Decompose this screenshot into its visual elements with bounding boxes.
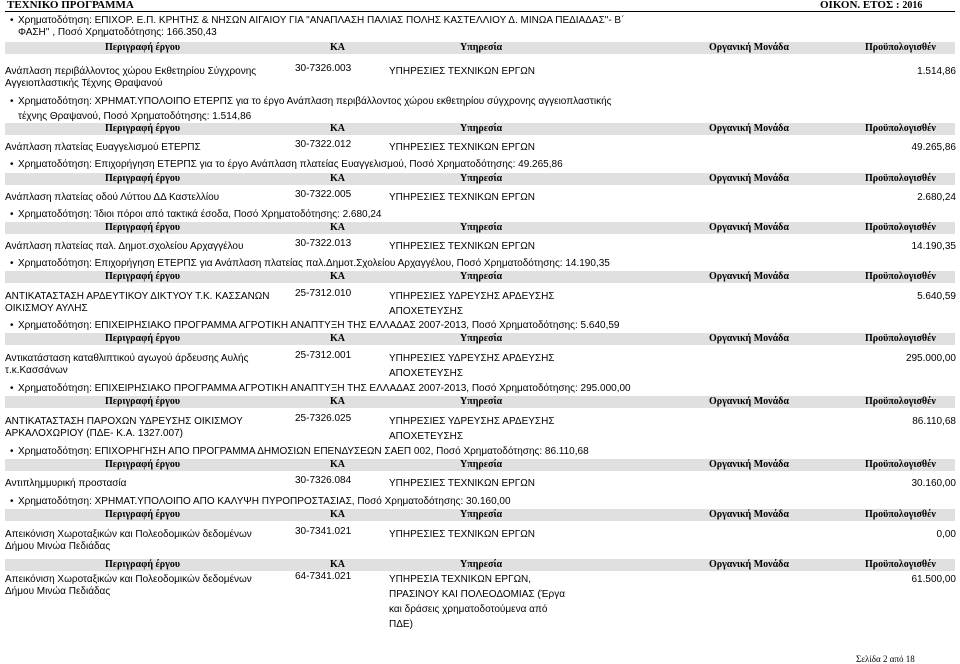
column-unit: Οργανική Μονάδα — [709, 173, 789, 184]
column-budget: Προϋπολογισθέν — [865, 271, 936, 282]
project-funding: • Χρηματοδότηση: Επιχορήγηση ΕΤΕΡΠΣ για το έργο Ανάπλαση πλατείας Ευαγγελισμού, Ποσό Χρηματοδότησης: 49.265,86 — [18, 159, 563, 171]
project-description: τ.κ.Κασσάνων — [5, 365, 68, 376]
header-rule — [5, 11, 955, 12]
column-desc: Περιγραφή έργου — [105, 459, 181, 470]
column-unit: Οργανική Μονάδα — [709, 42, 789, 53]
column-header-row — [5, 459, 955, 471]
intro-funding-line-2: ΦΑΣΗ'' , Ποσό Χρηματοδότησης: 166.350,43 — [18, 27, 217, 38]
column-desc: Περιγραφή έργου — [105, 333, 181, 344]
project-description: Απεικόνιση Χωροταξικών και Πολεοδομικών δεδομένων — [5, 529, 252, 540]
document-header — [0, 0, 960, 12]
column-ka: ΚΑ — [330, 222, 345, 233]
column-header-row — [5, 396, 955, 408]
column-ka: ΚΑ — [330, 333, 345, 344]
column-budget: Προϋπολογισθέν — [865, 396, 936, 407]
column-budget: Προϋπολογισθέν — [865, 123, 936, 134]
column-unit: Οργανική Μονάδα — [709, 509, 789, 520]
project-description: Δήμου Μινώα Πεδιάδας — [5, 541, 111, 552]
project-description: ΑΝΤΙΚΑΤΑΣΤΑΣΗ ΠΑΡΟΧΩΝ ΥΔΡΕΥΣΗΣ ΟΙΚΙΣΜΟΥ — [5, 416, 243, 427]
project-service: ΥΠΗΡΕΣΙΕΣ ΤΕΧΝΙΚΩΝ ΕΡΓΩΝ — [389, 241, 536, 252]
project-amount: 5.640,59 — [917, 291, 956, 302]
column-ka: ΚΑ — [330, 396, 345, 407]
project-service: ΠΡΑΣΙΝΟΥ ΚΑΙ ΠΟΛΕΟΔΟΜΙΑΣ (Έργα — [389, 589, 565, 600]
project-funding: • Χρηματοδότηση: ΕΠΙΧΕΙΡΗΣΙΑΚΟ ΠΡΟΓΡΑΜΜΑ ΑΓΡΟΤΙΚΗ ΑΝΑΠΤΥΞΗ ΤΗΣ ΕΛΛΑΔΑΣ 2007-2013, Ποσό Χρηματοδότησης: 5.640,59 — [18, 320, 619, 332]
project-amount: 295.000,00 — [905, 353, 956, 364]
column-desc: Περιγραφή έργου — [105, 509, 181, 520]
project-description: Ανάπλαση πλατείας Ευαγγελισμού ΕΤΕΡΠΣ — [5, 142, 201, 153]
project-service: ΥΠΗΡΕΣΙΕΣ ΤΕΧΝΙΚΩΝ ΕΡΓΩΝ — [389, 478, 536, 489]
column-header-row — [5, 271, 955, 283]
column-budget: Προϋπολογισθέν — [865, 173, 936, 184]
project-funding: • Χρηματοδότηση: Ίδιοι πόροι από τακτικά έσοδα, Ποσό Χρηματοδότησης: 2.680,24 — [18, 209, 382, 221]
project-description: Αντικατάσταση καταθλιπτικού αγωγού άρδευσης Αυλής — [5, 353, 249, 364]
project-service: ΥΠΗΡΕΣΙΕΣ ΤΕΧΝΙΚΩΝ ΕΡΓΩΝ — [389, 66, 536, 77]
column-header-row — [5, 222, 955, 234]
column-budget: Προϋπολογισθέν — [865, 222, 936, 233]
project-service: και δράσεις χρηματοδοτούμενα από — [389, 604, 548, 615]
column-unit: Οργανική Μονάδα — [709, 559, 789, 570]
column-header-row — [5, 173, 955, 185]
project-service: ΥΠΗΡΕΣΙΑ ΤΕΧΝΙΚΩΝ ΕΡΓΩΝ, — [389, 574, 532, 585]
column-header-row — [5, 559, 955, 571]
column-unit: Οργανική Μονάδα — [709, 271, 789, 282]
project-amount: 2.680,24 — [917, 192, 956, 203]
project-funding: • Χρηματοδότηση: Επιχορήγηση ΕΤΕΡΠΣ για Ανάπλαση πλατείας παλ.Δημοτ.Σχολείου Αρχαγγέλου, Ποσό Χρηματοδότησης: 14.190,35 — [18, 258, 610, 270]
column-service: Υπηρεσία — [460, 509, 503, 520]
project-funding: • Χρηματοδότηση: ΧΡΗΜΑΤ.ΥΠΟΛΟΙΠΟ ΕΤΕΡΠΣ για το έργο Ανάπλαση περιβάλλοντος χώρου εκθετηρίου σύγχρονης αγγειοπλαστικής — [18, 96, 611, 108]
page-number: Σελίδα 2 από 18 — [856, 654, 915, 664]
fiscal-year: ΟΙΚΟΝ. ΕΤΟΣ : 2016 — [820, 0, 923, 11]
project-funding: • Χρηματοδότηση: ΕΠΙΧΕΙΡΗΣΙΑΚΟ ΠΡΟΓΡΑΜΜΑ ΑΓΡΟΤΙΚΗ ΑΝΑΠΤΥΞΗ ΤΗΣ ΕΛΛΑΔΑΣ 2007-2013, Ποσό Χρηματοδότησης: 295.000,00 — [18, 383, 631, 395]
project-service: ΥΠΗΡΕΣΙΕΣ ΤΕΧΝΙΚΩΝ ΕΡΓΩΝ — [389, 192, 536, 203]
document-title: ΤΕΧΝΙΚΟ ΠΡΟΓΡΑΜΜΑ — [7, 0, 134, 11]
column-budget: Προϋπολογισθέν — [865, 459, 936, 470]
project-service: ΑΠΟΧΕΤΕΥΣΗΣ — [389, 368, 464, 379]
column-header-row — [5, 42, 955, 54]
project-description: Ανάπλαση περιβάλλοντος χώρου Εκθετηρίου Σύγχρονης — [5, 66, 257, 77]
project-description: Αγγειοπλαστικής Τέχνης Θραψανού — [5, 78, 163, 89]
column-ka: ΚΑ — [330, 459, 345, 470]
project-ka: 25-7326.025 — [295, 413, 352, 424]
project-ka: 64-7341.021 — [295, 571, 352, 582]
project-service: ΥΠΗΡΕΣΙΕΣ ΥΔΡΕΥΣΗΣ ΑΡΔΕΥΣΗΣ — [389, 353, 555, 364]
project-amount: 1.514,86 — [917, 66, 956, 77]
project-description: ΟΙΚΙΣΜΟΥ ΑΥΛΗΣ — [5, 303, 88, 314]
column-service: Υπηρεσία — [460, 459, 503, 470]
project-ka: 30-7341.021 — [295, 526, 352, 537]
column-service: Υπηρεσία — [460, 333, 503, 344]
column-desc: Περιγραφή έργου — [105, 559, 181, 570]
column-budget: Προϋπολογισθέν — [865, 42, 936, 53]
column-service: Υπηρεσία — [460, 559, 503, 570]
column-ka: ΚΑ — [330, 559, 345, 570]
project-amount: 0,00 — [936, 529, 956, 540]
column-ka: ΚΑ — [330, 173, 345, 184]
project-description: ΑΝΤΙΚΑΤΑΣΤΑΣΗ ΑΡΔΕΥΤΙΚΟΥ ΔΙΚΤΥΟΥ Τ.Κ. ΚΑΣΣΑΝΩΝ — [5, 291, 270, 302]
column-header-row — [5, 509, 955, 521]
column-service: Υπηρεσία — [460, 396, 503, 407]
project-ka: 30-7322.012 — [295, 139, 352, 150]
project-service: ΥΠΗΡΕΣΙΕΣ ΤΕΧΝΙΚΩΝ ΕΡΓΩΝ — [389, 142, 536, 153]
project-ka: 30-7322.013 — [295, 238, 352, 249]
column-ka: ΚΑ — [330, 509, 345, 520]
project-ka: 30-7322.005 — [295, 189, 352, 200]
column-header-row — [5, 333, 955, 345]
column-ka: ΚΑ — [330, 123, 345, 134]
project-service: ΑΠΟΧΕΤΕΥΣΗΣ — [389, 306, 464, 317]
column-desc: Περιγραφή έργου — [105, 271, 181, 282]
project-service: ΑΠΟΧΕΤΕΥΣΗΣ — [389, 431, 464, 442]
column-service: Υπηρεσία — [460, 123, 503, 134]
column-desc: Περιγραφή έργου — [105, 123, 181, 134]
column-service: Υπηρεσία — [460, 173, 503, 184]
project-ka: 30-7326.084 — [295, 475, 352, 486]
column-ka: ΚΑ — [330, 271, 345, 282]
project-funding: τέχνης Θραψανού, Ποσό Χρηματοδότησης: 1.514,86 — [18, 111, 252, 122]
project-description: ΑΡΚΑΛΟΧΩΡΙΟΥ (ΠΔΕ- Κ.Α. 1327.007) — [5, 428, 183, 439]
project-funding: • Χρηματοδότηση: ΕΠΙΧΟΡΗΓΗΣΗ ΑΠΟ ΠΡΟΓΡΑΜΜΑ ΔΗΜΟΣΙΩΝ ΕΠΕΝΔΥΣΕΩΝ ΣΑΕΠ 002, Ποσό Χρηματοδότησης: 86.110,68 — [18, 446, 589, 458]
column-unit: Οργανική Μονάδα — [709, 123, 789, 134]
intro-funding-line-1: • Χρηματοδότηση: ΕΠΙΧΟΡ. Ε.Π. ΚΡΗΤΗΣ & ΝΗΣΩΝ ΑΙΓΑΙΟΥ ΓΙΑ "ΑΝΑΠΛΑΣΗ ΠΑΛΙΑΣ ΠΟΛΗΣ ΚΑΣΤΕΛΛΙΟΥ Δ. ΜΙΝΩΑ ΠΕΔΙΑΔΑΣ"- Β΄ — [18, 15, 948, 27]
project-amount: 30.160,00 — [911, 478, 956, 489]
project-amount: 14.190,35 — [911, 241, 956, 252]
project-amount: 86.110,68 — [912, 416, 956, 427]
project-ka: 30-7326.003 — [295, 63, 352, 74]
project-service: ΥΠΗΡΕΣΙΕΣ ΥΔΡΕΥΣΗΣ ΑΡΔΕΥΣΗΣ — [389, 416, 555, 427]
column-desc: Περιγραφή έργου — [105, 396, 181, 407]
column-desc: Περιγραφή έργου — [105, 222, 181, 233]
project-amount: 61.500,00 — [911, 574, 956, 585]
project-description: Δήμου Μινώα Πεδιάδας — [5, 586, 111, 597]
project-ka: 25-7312.010 — [295, 288, 352, 299]
column-service: Υπηρεσία — [460, 222, 503, 233]
project-service: ΥΠΗΡΕΣΙΕΣ ΤΕΧΝΙΚΩΝ ΕΡΓΩΝ — [389, 529, 536, 540]
project-description: Απεικόνιση Χωροταξικών και Πολεοδομικών δεδομένων — [5, 574, 252, 585]
column-unit: Οργανική Μονάδα — [709, 459, 789, 470]
column-budget: Προϋπολογισθέν — [865, 333, 936, 344]
column-budget: Προϋπολογισθέν — [865, 509, 936, 520]
column-service: Υπηρεσία — [460, 271, 503, 282]
column-unit: Οργανική Μονάδα — [709, 222, 789, 233]
project-ka: 25-7312.001 — [295, 350, 352, 361]
project-service: ΠΔΕ) — [389, 619, 413, 630]
column-budget: Προϋπολογισθέν — [865, 559, 936, 570]
column-ka: ΚΑ — [330, 42, 345, 53]
column-header-row — [5, 123, 955, 135]
column-desc: Περιγραφή έργου — [105, 42, 181, 53]
project-description: Ανάπλαση πλατείας οδού Λύττου ΔΔ Καστελλίου — [5, 192, 220, 203]
column-desc: Περιγραφή έργου — [105, 173, 181, 184]
column-unit: Οργανική Μονάδα — [709, 396, 789, 407]
column-unit: Οργανική Μονάδα — [709, 333, 789, 344]
project-description: Ανάπλαση πλατείας παλ. Δημοτ.σχολείου Αρχαγγέλου — [5, 241, 244, 252]
column-service: Υπηρεσία — [460, 42, 503, 53]
project-service: ΥΠΗΡΕΣΙΕΣ ΥΔΡΕΥΣΗΣ ΑΡΔΕΥΣΗΣ — [389, 291, 555, 302]
project-amount: 49.265,86 — [911, 142, 956, 153]
project-description: Αντιπλημμυρική προστασία — [5, 478, 127, 489]
project-funding: • Χρηματοδότηση: ΧΡΗΜΑΤ.ΥΠΟΛΟΙΠΟ ΑΠΟ ΚΑΛΥΨΗ ΠΥΡΟΠΡΟΣΤΑΣΙΑΣ, Ποσό Χρηματοδότησης: 30.160,00 — [18, 496, 511, 508]
